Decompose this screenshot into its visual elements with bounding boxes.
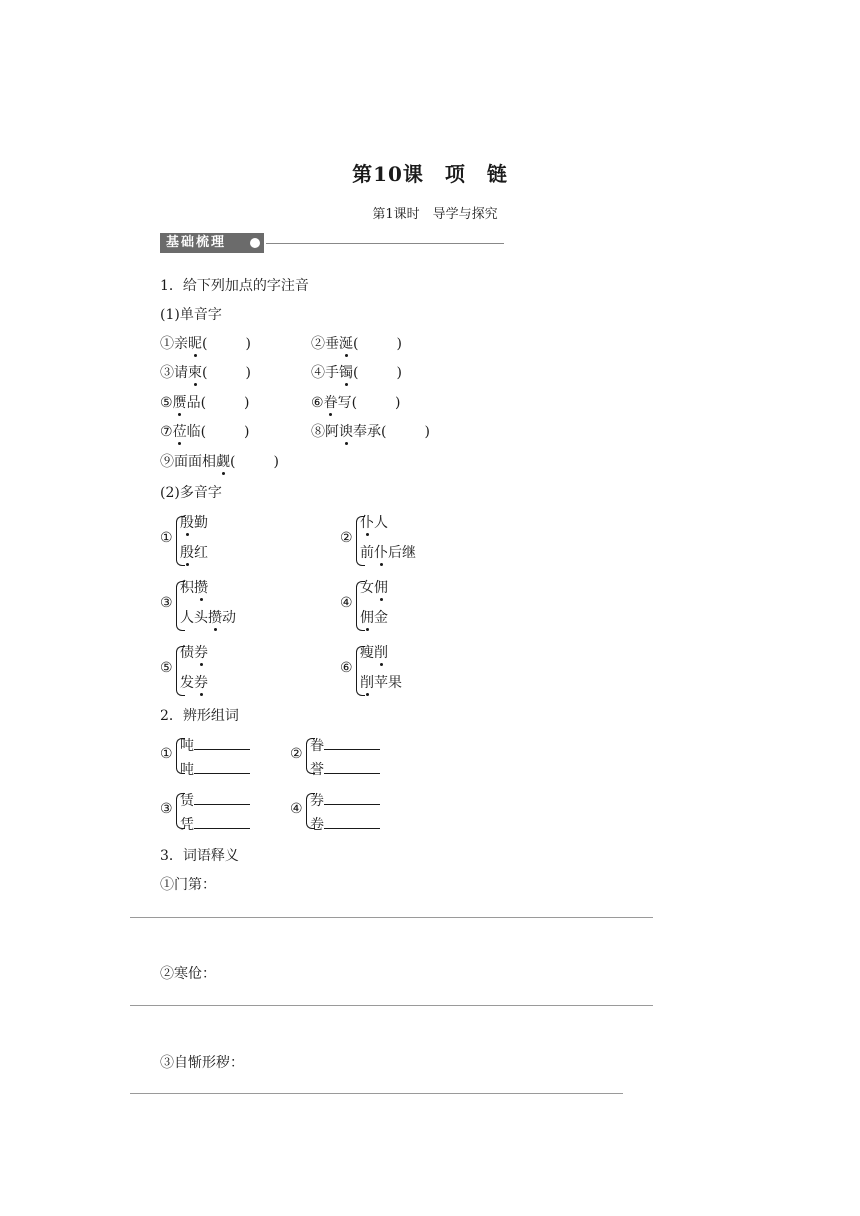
b-word [180,545,208,561]
char: 赁 [180,793,194,809]
word-text: 临 [186,424,201,440]
fill-blank[interactable] [194,759,250,774]
q3-item-2: ②寒伧： [160,966,216,982]
fill-blank[interactable] [194,814,250,829]
q3-item-3: ③自惭形秽： [160,1055,244,1071]
item-word [325,424,381,440]
char: 眷 [310,738,324,754]
single-item [160,392,250,412]
lesson-subtitle: 第1课时 导学与探究 [372,207,498,222]
paren-open: ( [351,395,358,411]
single-item [160,451,279,471]
group-word-b [360,672,402,692]
group-char-a [310,735,380,755]
word-text: 债 [180,645,194,661]
group-word-b [180,542,208,562]
group-char-b [310,814,380,834]
dotted-char: 削 [374,642,388,662]
fill-blank[interactable] [194,790,250,805]
paren-close: ) [273,454,279,470]
word-text: 前 [360,545,374,561]
item-word [324,395,352,411]
b-word [360,545,416,561]
fill-blank[interactable] [324,759,380,774]
dotted-char: 觑 [216,451,230,471]
paren-open: ( [200,395,207,411]
fill-blank[interactable] [324,790,380,805]
q1-part1-label: (1)单音字 [160,307,222,323]
item-number: ⑦ [160,424,173,440]
dotted-char: 攒 [208,607,222,627]
single-item [311,362,402,382]
item-number: ⑨ [160,454,174,470]
word-text: 人头 [180,610,208,626]
single-item [160,362,251,382]
item-number: ③ [160,365,174,381]
word-text: 苹果 [374,675,402,691]
word-text: 金 [374,610,388,626]
dotted-char: 券 [194,672,208,692]
dotted-char: 削 [360,672,374,692]
paren-close: ) [396,365,402,381]
group-char-a [310,790,380,810]
dotted-char: 仆 [360,512,374,532]
q1-heading: 1．给下列加点的字注音 [160,278,309,294]
dotted-char: 仆 [374,542,388,562]
word-text: 亲 [174,336,188,352]
group-word-a [360,512,388,532]
a-word [180,645,208,661]
group-number: ① [160,530,173,546]
single-item [311,421,430,441]
paren-open: ( [230,454,236,470]
paren-open: ( [353,365,359,381]
group-word-b [180,607,236,627]
char: 券 [310,793,324,809]
fill-blank[interactable] [324,735,380,750]
word-text: 女 [360,580,374,596]
word-text: 瘦 [360,645,374,661]
item-word [174,365,202,381]
group-number: ⑤ [160,660,173,676]
char: 吨 [180,738,194,754]
paren-close: ) [396,336,402,352]
single-item [311,333,402,353]
paren-open: ( [202,365,208,381]
section-banner-label: 基础梳理 [166,235,227,250]
item-word [174,454,230,470]
group-number: ⑥ [340,660,353,676]
word-text: 发 [180,675,194,691]
item-number: ⑧ [311,424,325,440]
dotted-char: 莅 [173,421,187,441]
single-item [160,421,250,441]
b-word [180,610,236,626]
a-word [360,515,388,531]
word-text: 面面相 [174,454,216,470]
group-word-a [180,577,208,597]
paren-close: ) [245,365,251,381]
dotted-char: 涎 [339,333,353,353]
group-number: ② [340,530,353,546]
word-text: 奉承 [353,424,381,440]
a-word [180,515,208,531]
char: 吨 [180,762,194,778]
dotted-char: 柬 [188,362,202,382]
bullet-icon [250,238,260,248]
group-word-a [360,577,388,597]
q2-heading: 2．辨形组词 [160,708,239,724]
char: 卷 [310,817,324,833]
single-item [311,392,401,412]
section-banner [160,233,264,253]
answer-line-3[interactable] [130,1093,623,1094]
group-char-a [180,735,250,755]
word-text: 请 [174,365,188,381]
group-word-a [180,512,208,532]
group-number: ④ [340,595,353,611]
group-char-a [180,790,250,810]
dotted-char: 谀 [339,421,353,441]
answer-line-1[interactable] [130,917,653,918]
word-text: 品 [186,395,201,411]
group-word-b [360,607,388,627]
dotted-char: 殷 [180,542,194,562]
dotted-char: 昵 [188,333,202,353]
group-char-b [180,814,250,834]
paren-open: ( [202,336,208,352]
word-text: 后继 [388,545,416,561]
paren-open: ( [353,336,359,352]
group-number: ④ [290,801,303,817]
group-char-b [180,759,250,779]
char: 凭 [180,817,194,833]
paren-close: ) [244,395,250,411]
item-number: ⑤ [160,395,173,411]
item-word [173,395,201,411]
item-number: ④ [311,365,325,381]
a-word [180,580,208,596]
item-number: ① [160,336,174,352]
group-number: ① [160,746,173,762]
answer-line-2[interactable] [130,1005,653,1006]
item-number: ⑥ [311,395,324,411]
item-number: ② [311,336,325,352]
group-word-b [360,542,416,562]
lesson-title: 第10课 项 链 [352,162,508,186]
word-text: 动 [222,610,236,626]
group-number: ② [290,746,303,762]
dotted-char: 赝 [173,392,187,412]
item-word [174,336,202,352]
paren-close: ) [395,395,401,411]
word-text: 人 [374,515,388,531]
q1-part2-label: (2)多音字 [160,485,222,501]
word-text: 阿 [325,424,339,440]
word-text: 写 [337,395,352,411]
dotted-char: 攒 [194,577,208,597]
banner-divider [266,243,504,244]
item-word [173,424,201,440]
word-text: 垂 [325,336,339,352]
fill-blank[interactable] [194,735,250,750]
word-text: 手 [325,365,339,381]
paren-open: ( [381,424,387,440]
word-text: 勤 [194,515,208,531]
a-word [360,645,388,661]
group-word-a [360,642,388,662]
paren-open: ( [200,424,207,440]
word-text: 积 [180,580,194,596]
dotted-char: 券 [194,642,208,662]
single-item [160,333,251,353]
group-word-b [180,672,208,692]
dotted-char: 眷 [324,392,338,412]
char: 誉 [310,762,324,778]
item-word [325,336,353,352]
a-word [360,580,388,596]
q3-item-1: ①门第： [160,877,216,893]
dotted-char: 殷 [180,512,194,532]
paren-close: ) [424,424,430,440]
fill-blank[interactable] [324,814,380,829]
b-word [360,675,402,691]
b-word [360,610,388,626]
item-word [325,365,353,381]
dotted-char: 佣 [360,607,374,627]
group-char-b [310,759,380,779]
dotted-char: 佣 [374,577,388,597]
q3-heading: 3．词语释义 [160,848,239,864]
paren-close: ) [245,336,251,352]
group-number: ③ [160,595,173,611]
dotted-char: 镯 [339,362,353,382]
b-word [180,675,208,691]
group-word-a [180,642,208,662]
paren-close: ) [244,424,250,440]
group-number: ③ [160,801,173,817]
word-text: 红 [194,545,208,561]
